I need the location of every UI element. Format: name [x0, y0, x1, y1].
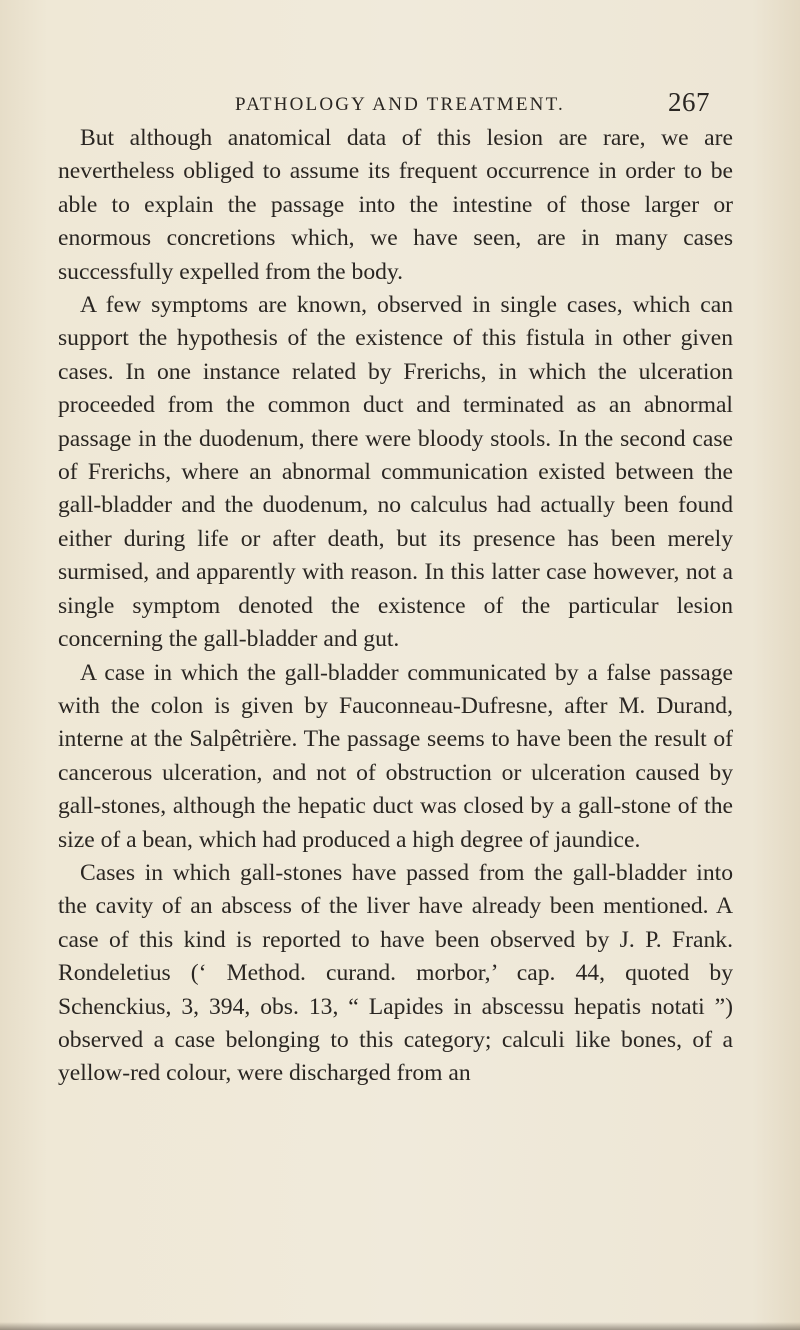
page-header: [0, 87, 800, 124]
paragraph: But although anatomical data of this lesion are rare, we are nevertheless obliged to assume its frequent occurrence in order to be able to explain the passage into the intestine of those larger or enormous concretions which, we have seen, are in many cases successfully expelled from the body.: [58, 125, 733, 285]
body-text: [58, 122, 733, 1091]
paragraph: Cases in which gall-stones have passed from the gall-bladder into the cavity of an abscess of the liver have already been mentioned. A case of this kind is reported to have been observed by J. P. Frank. Rondeletius (‘ Method. curand. morbor,’ cap. 44, quoted by Schenckius, 3, 394, obs. 13, “ Lapides in abscessu hepatis notati ”) observed a case belonging to this category; calculi like bones, of a yellow-red colour, were discharged from an: [58, 859, 733, 1087]
paragraph: A few symptoms are known, observed in single cases, which can support the hypothesis of the existence of this fistula in other given cases. In one instance related by Frerichs, in which the ulceration proceeded from the common duct and terminated as an abnormal passage in the duodenum, there were bloody stools. In the second case of Frerichs, where an abnormal communication existed between the gall-bladder and the duodenum, no calculus had actually been found either during life or after death, but its presence has been merely surmised, and apparently with reason. In this latter case however, not a single symptom denoted the existence of the particular lesion concerning the gall-bladder and gut.: [58, 292, 733, 653]
page-bottom-edge: [0, 1322, 800, 1330]
paragraph: A case in which the gall-bladder communicated by a false passage with the colon is given by Fauconneau-Dufresne, after M. Durand, interne at the Salpêtrière. The passage seems to have been the result of cancerous ulceration, and not of obstruction or ulceration caused by gall-stones, although the hepatic duct was closed by a gall-stone of the size of a bean, which had produced a high degree of jaundice.: [58, 659, 733, 853]
running-head: PATHOLOGY AND TREATMENT.: [235, 94, 565, 115]
page-number: 267: [668, 87, 710, 117]
